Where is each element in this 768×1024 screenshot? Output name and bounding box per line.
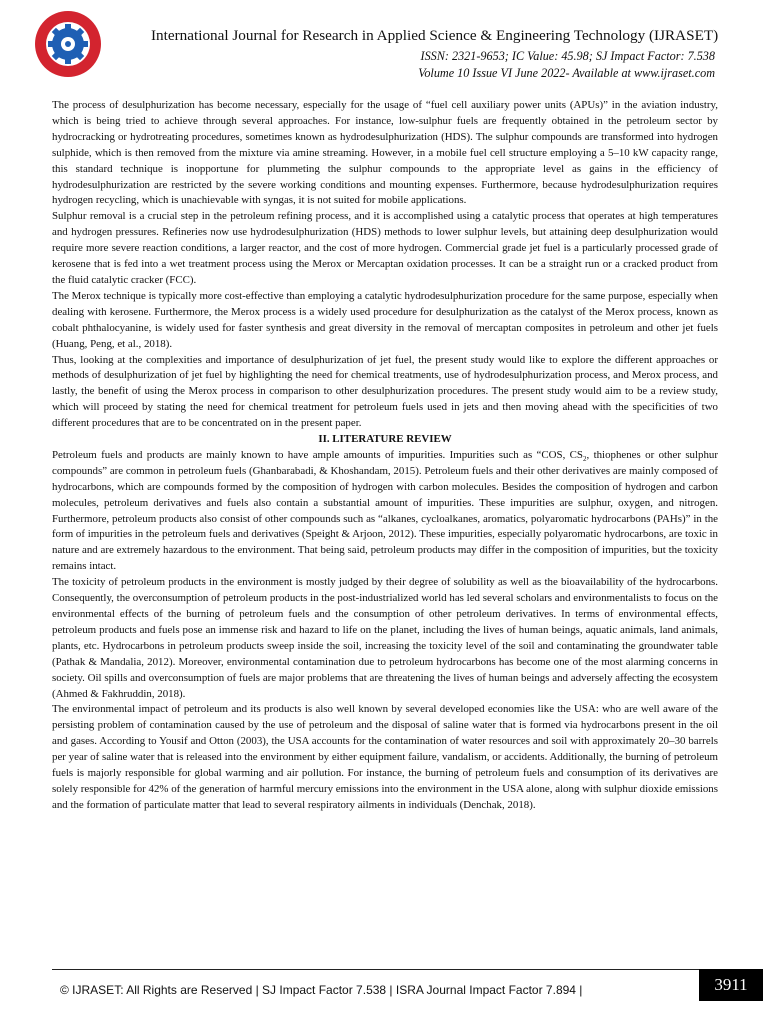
issn-line: ISSN: 2321-9653; IC Value: 45.98; SJ Impact Factor: 7.538 — [420, 49, 715, 63]
body-paragraph: Sulphur removal is a crucial step in the petroleum refining process, and it is accomplished using a catalytic process that operates at high temperatures and hydrogen pressures. Refineries now use hydrodesulphurization (HDS) methods to lower sulphur levels, but attaining deep desulphurization would require more severe reaction conditions, a larger reactor, and the cost of more hydrogen. Commercial grade jet fuel is a particularly processed grade of kerosene that is fed into a wet treatment process using the Merox or Mercaptan oxidation processes. It can be a straight run or a cracked product from the fluid catalytic cracker (FCC). — [52, 210, 718, 286]
body-paragraph: The toxicity of petroleum products in the environment is mostly judged by their degree of solubility as well as the bioavailability of the hydrocarbons. Consequently, the overconsumption of petroleum products in the post-industrialized world has led several scholars and environmentalists to focus on the environmental effects of the burning of petroleum fuels and the consumption of other petroleum derivatives. In terms of environmental effects, petroleum products and fuels pose an immense risk and hazard to life on the planet, including the lives of human beings, aquatic animals, land animals, plants, etc. Hydrocarbons in petroleum products sweep inside the soil, increasing the toxicity level of the soil and contaminating the groundwater table (Pathak & Mandalia, 2012). Moreover, environmental contamination due to petroleum hydrocarbons has become one of the most alarming concerns in society. Oil spills and overconsumption of fuels are major problems that are threatening the lives of human beings and adversely affecting the ecosystem (Ahmed & Fakhruddin, 2018). — [52, 576, 718, 700]
article-body — [52, 98, 718, 814]
page-number: 3911 — [699, 969, 763, 1001]
body-paragraph: Thus, looking at the complexities and importance of desulphurization of jet fuel, the present study would like to explore the different approaches or methods of desulphurization of jet fuel by highlighting the need for chemical treatments, use of hydrodesulphurization process, and Merox process, and lastly, the benefit of using the Merox process in comparison to other desulphurization procedures. The present study would aim to be a review study, which will proceed by stating the need for chemical treatment for petroleum fuels used in jets and then moving ahead with the specificities of two different procedures that are to be concentrated on in the present paper. — [52, 353, 718, 430]
paragraph-text: , thiophenes or other sulphur compounds” are common in petroleum fuels (Ghanbarabadi, & Khoshandam, 2015). Petroleum fuels and their other derivatives are mainly composed of hydrocarbons, which are compounds formed by the composition of hydrogen with carbon molecules. Besides the composition of hydrogen and carbon molecules, petroleum derivatives and fuels also contain a substantial amount of impurities. These impurities are sulphur, oxygen, and nitrogen. Furthermore, petroleum products also consist of other compounds such as “alkanes, cycloalkanes, aromatics, polyaromatic hydrocarbons (PAHs)” in the form of impurities in the petroleum fuels and derivatives (Speight & Arjoon, 2012). These impurities, especially polyaromatic hydrocarbons, are toxic in nature and are extremely hazardous to the environment. That being said, petroleum products may differ in the composition of impurities, but the toxicity remains intact. — [52, 448, 718, 573]
body-paragraph: The environmental impact of petroleum and its products is also well known by several developed economies like the USA: who are well aware of the persisting problem of contamination caused by the use of petroleum and the disposal of saline water that is formed via hydrocarbons present in the oil and gases. According to Yousif and Otton (2003), the USA accounts for the contamination of water resources and soil with approximately 20–30 barrels per year of saline water that is released into the environment by either equipment failure, vandalism, or accidents. Additionally, the burning of petroleum fuels is majorly responsible for global warming and air pollution. For instance, the burning of petroleum fuels and consumption of its derivatives are solely responsible for 42% of the generation of harmful mercury emissions into the environment in the USA alone, along with sulphur dioxide emissions and the formation of particulate matter that lead to several respiratory ailments in individuals (Denchak, 2018). — [52, 703, 718, 811]
paragraph-text: Petroleum fuels and products are mainly known to have ample amounts of impurities. Impurities such as “COS, CS — [52, 448, 583, 461]
footer-divider — [52, 969, 700, 970]
body-paragraph: The Merox technique is typically more cost-effective than employing a catalytic hydrodesulphurization procedure for the same purpose, especially when dealing with kerosene. Furthermore, the Merox process is a widely used procedure for desulphurization as the catalyst of the Merox process, known as cobalt phthalocyanine, is widely used for faster synthesis and great diversity in the removal of mercaptan composites in petroleum and other jet fuels (Huang, Peng, et al., 2018). — [52, 289, 718, 350]
journal-logo — [34, 10, 102, 78]
subscript: 2 — [582, 455, 587, 464]
footer-copyright: © IJRASET: All Rights are Reserved | SJ Impact Factor 7.538 | ISRA Journal Impact Factor 7.894 | — [60, 983, 583, 997]
body-paragraph — [52, 448, 718, 575]
body-paragraph: The process of desulphurization has become necessary, especially for the usage of “fuel cell auxiliary power units (APUs)” in the aviation industry, which is being tried to achieve through several approaches. For instance, low-sulphur fuels are frequently obtained in the petroleum sector by hydrocracking or hydrotreating procedures, sometimes known as hydrodesulphurization (HDS). The sulphur compounds are transformed into hydrogen sulphide, which is then removed from the mixture via amine streaming. However, in a mobile fuel cell structure employing a 5–10 kW capacity range, this standard technique is inopportune for plummeting the sulphur compounds to the appropriate level as gains in the efficiency of hydrodesulphurization are restricted by the severe working conditions and mounting expenses. Furthermore, because hydrodesulphurization requires hydrogen recycling, which is unachievable with syngas, it is not suited for mobile applications. — [52, 99, 718, 207]
journal-title: International Journal for Research in Applied Science & Engineering Technology (IJRASET) — [151, 27, 719, 44]
volume-line: Volume 10 Issue VI June 2022- Available at www.ijraset.com — [418, 66, 715, 80]
section-heading: II. LITERATURE REVIEW — [318, 433, 452, 446]
